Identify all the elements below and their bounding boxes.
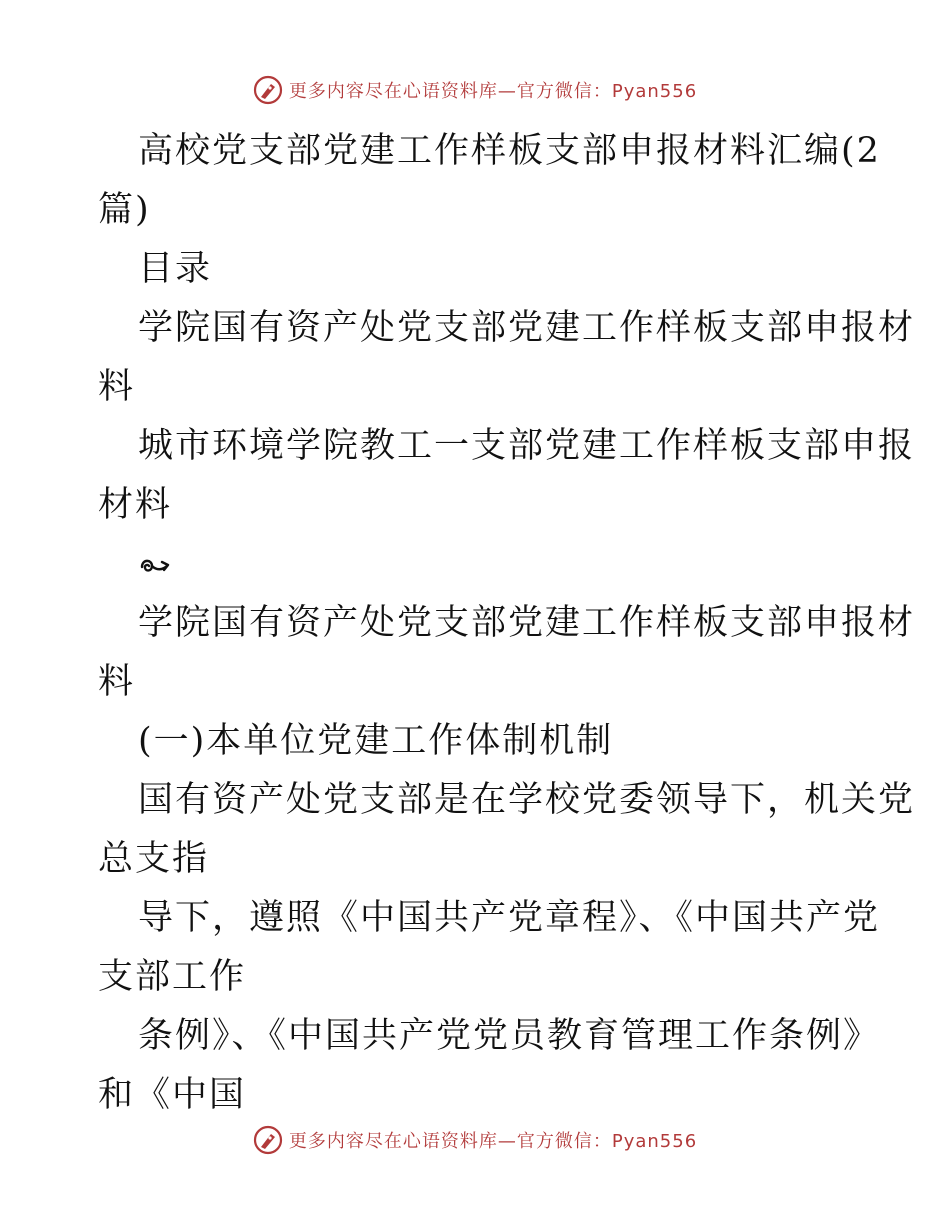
section-divider: [98, 535, 858, 594]
watermark-text: 更多内容尽在心语资料库—官方微信：Pyan556: [288, 1131, 698, 1152]
document-body: [98, 122, 916, 1125]
text-line: 高校党支部党建工作样板支部申报材料汇编(2: [138, 131, 881, 171]
text-line: 支部工作: [98, 957, 247, 997]
text-line: 材料: [98, 485, 173, 525]
text-line: 条例》、《中国共产党党员教育管理工作条例》: [138, 1016, 881, 1056]
text-line: 料: [98, 662, 136, 702]
pen-nib-logo-icon: [253, 75, 283, 105]
pen-nib-logo-icon: [253, 1125, 283, 1155]
text-line: 料: [98, 367, 136, 407]
watermark-banner-bottom: [0, 1120, 950, 1160]
text-line: 目录: [138, 249, 213, 289]
flourish-icon: [138, 553, 172, 579]
text-line: 导下，遵照《中国共产党章程》、《中国共产党: [138, 898, 881, 938]
text-line: 学院国有资产处党支部党建工作样板支部申报材: [138, 308, 916, 348]
text-line: 国有资产处党支部是在学校党委领导下，机关党: [138, 780, 916, 820]
watermark-text: 更多内容尽在心语资料库—官方微信：Pyan556: [288, 81, 698, 102]
text-line: 学院国有资产处党支部党建工作样板支部申报材: [138, 603, 916, 643]
text-line: (一)本单位党建工作体制机制: [138, 721, 614, 761]
text-line: 城市环境学院教工一支部党建工作样板支部申报: [138, 426, 916, 466]
text-line: 篇): [98, 190, 151, 230]
text-line: 总支指: [98, 839, 210, 879]
watermark-banner-top: [0, 70, 950, 110]
text-line: 和《中国: [98, 1075, 247, 1115]
